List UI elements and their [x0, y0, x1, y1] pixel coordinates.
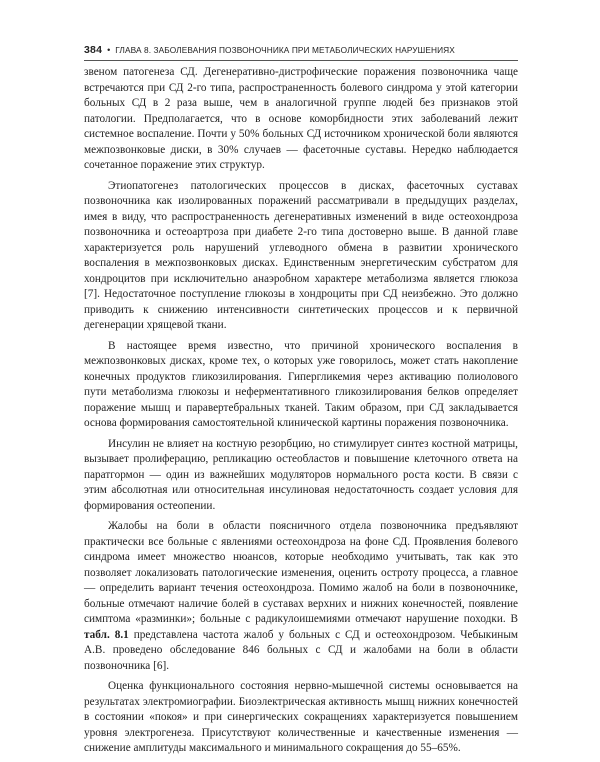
- page-number: 384: [84, 44, 103, 56]
- page-body: [84, 65, 518, 762]
- table-reference: табл. 8.1: [84, 628, 129, 641]
- paragraph-5-text-end: представлена частота жалоб у больных с СД и остеохондрозом. Чебыкиным А.В. проведено обследование 846 больных с СД и жалобами на боли в области позвоночника [6].: [84, 628, 518, 672]
- paragraph-4: Инсулин не влияет на костную резорбцию, но стимулирует синтез костной матрицы, вызывает пролиферацию, репликацию остеобластов и повышение клеточного ответа на паратгормон — один из важнейших модуляторов нормального роста кости. В связи с этим абсолютная или относительная инсулиновая недостаточность создает условия для формирования остеопении.: [84, 437, 518, 512]
- header-rule: [84, 60, 518, 61]
- chapter-running-title: ГЛАВА 8. ЗАБОЛЕВАНИЯ ПОЗВОНОЧНИКА ПРИ МЕТАБОЛИЧЕСКИХ НАРУШЕНИЯХ: [115, 45, 455, 55]
- paragraph-5: [84, 519, 518, 674]
- paragraph-2: Этиопатогенез патологических процессов в дисках, фасеточных суставах позвоночника как изолированных поражений рассматривали в предыдущих разделах, имея в виду, что распространенность дегенеративных изменений в виде остеохондроза позвоночника и остеоартроза при диабете 2-го типа достоверно выше. В данной главе характеризуется роль нарушений углеводного обмена в развитии хронического воспаления в межпозвонковых дисках. Единственным энергетическим субстратом для хондроцитов при исключительно анаэробном характере метаболизма является глюкоза [7]. Недостаточное поступление глюкозы в хондроциты при СД неизбежно. Это должно приводить к снижению интенсивности синтетических процессов и к первичной дегенерации хрящевой ткани.: [84, 179, 518, 331]
- paragraph-1: звеном патогенеза СД. Дегенеративно-дистрофические поражения позвоночника чаще встречаются при СД 2-го типа, распространенность болевого синдрома у этой категории больных СД в 2 раза выше, чем в аналогичной группе людей без признаков этой патологии. Предполагается, что в основе коморбидности этих заболеваний лежит системное воспаление. Почти у 50% больных СД источником хронической боли являются межпозвонковые диски, в 30% случаев — фасеточные суставы. Нередко наблюдается сочетанное поражение этих структур.: [84, 66, 518, 171]
- header-separator: •: [107, 45, 111, 55]
- paragraph-3: В настоящее время известно, что причиной хронического воспаления в межпозвонковых дисках, кроме тех, о которых уже говорилось, может стать накопление конечных продуктов гликозилирования. Гипергликемия через активацию полиолового пути метаболизма глюкозы и неферментативного гликозилирования белков определяет поражение мышц и паравертебральных тканей. Таким образом, при СД закладывается основа формирования самостоятельной клинической картины поражения позвоночника.: [84, 339, 518, 429]
- paragraph-5-text-start: Жалобы на боли в области поясничного отдела позвоночника предъявляют практически все больные с явлениями остеохондроза на фоне СД. Проявления болевого синдрома имеет множество нюансов, которые необходимо учитывать, так как это позволяет локализовать патологические изменения, оценить остроту процесса, а главное — определить вариант течения остеохондроза. Помимо жалоб на боли в позвоночнике, больные отмечают наличие болей в суставах верхних и нижних конечностей, появление симптома «разминки»; больные с радикулоишемиями отмечают нарушение походки. В: [84, 520, 518, 625]
- running-header: [84, 44, 518, 56]
- paragraph-6: Оценка функционального состояния нервно-мышечной системы основывается на результатах электромиографии. Биоэлектрическая активность мышц нижних конечностей в состоянии «покоя» и при синергических сокращениях характеризуется повышением уровня электрогенеза. Присутствуют количественные и качественные изменения — снижение амплитуды максимального и минимального сокращения до 55–65%.: [84, 680, 518, 754]
